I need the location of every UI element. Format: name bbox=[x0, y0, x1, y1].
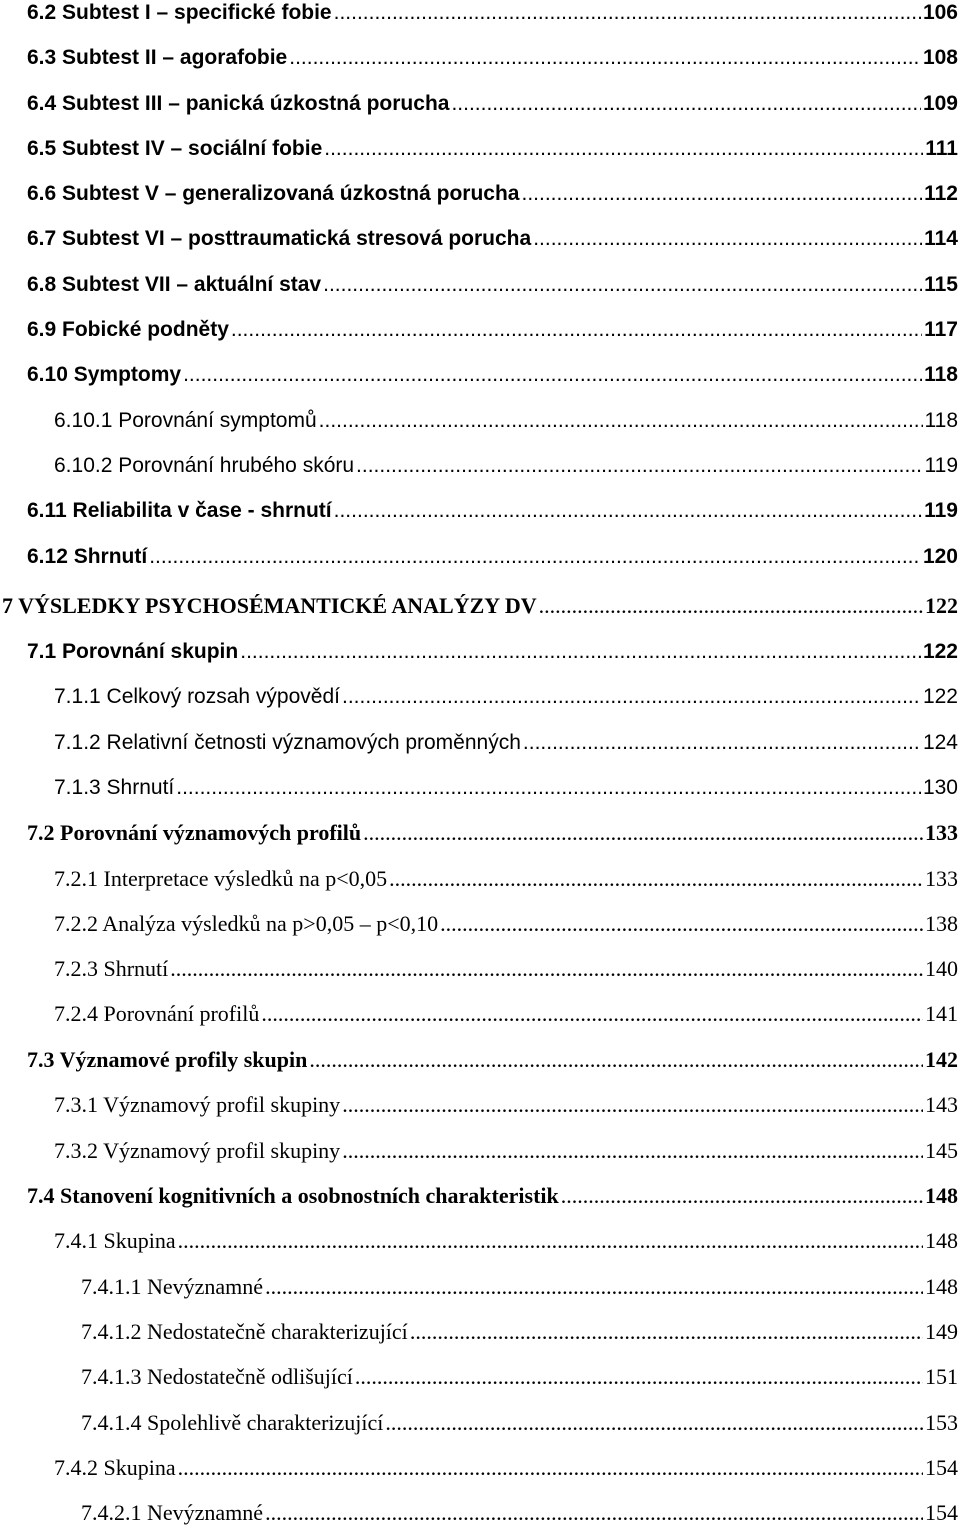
toc-leader bbox=[265, 1270, 923, 1304]
toc-entry bbox=[0, 358, 960, 392]
toc-entry bbox=[0, 997, 960, 1031]
toc-leader bbox=[240, 635, 921, 669]
toc-entry-page: 119 bbox=[924, 499, 958, 522]
toc-leader bbox=[170, 952, 923, 986]
toc-leader bbox=[309, 1043, 923, 1077]
toc-entry bbox=[0, 132, 960, 166]
toc-entry-page: 154 bbox=[925, 1500, 958, 1525]
toc-leader bbox=[523, 726, 921, 760]
toc-leader bbox=[355, 1360, 923, 1394]
toc-entry-title: 7.4.1.3 Nedostatečně odlišující bbox=[81, 1364, 353, 1389]
toc-entry-page: 114 bbox=[924, 227, 958, 250]
toc-entry-title: 7.4.2.1 Nevýznamné bbox=[81, 1500, 264, 1525]
toc-entry-page: 148 bbox=[925, 1183, 958, 1208]
toc-entry bbox=[0, 1270, 960, 1304]
toc-entry bbox=[0, 0, 960, 30]
toc-entry-title: 7.2 Porovnání významových profilů bbox=[27, 820, 362, 845]
toc-entry-page: 108 bbox=[922, 46, 958, 69]
toc-entry bbox=[0, 907, 960, 941]
toc-leader bbox=[183, 358, 922, 392]
toc-entry bbox=[0, 41, 960, 75]
toc-entry bbox=[0, 952, 960, 986]
toc-entry-title: 7.3.1 Významový profil skupiny bbox=[54, 1092, 341, 1117]
toc-entry bbox=[0, 680, 960, 714]
toc-entry bbox=[0, 313, 960, 347]
toc-entry bbox=[0, 1088, 960, 1122]
toc-entry bbox=[0, 1043, 960, 1077]
toc-entry bbox=[0, 1360, 960, 1394]
toc-entry-page: 117 bbox=[924, 318, 958, 341]
toc-leader bbox=[533, 222, 922, 256]
toc-entry-page: 133 bbox=[925, 820, 958, 845]
toc-entry-page: 118 bbox=[924, 363, 958, 386]
toc-entry-page: 149 bbox=[925, 1319, 958, 1344]
toc-leader bbox=[539, 589, 923, 623]
toc-entry-title: 7.3.2 Významový profil skupiny bbox=[54, 1138, 341, 1163]
toc-entry bbox=[0, 1406, 960, 1440]
toc-entry bbox=[0, 726, 960, 760]
toc-entry-title: 7.4.1.2 Nedostatečně charakterizující bbox=[81, 1319, 408, 1344]
toc-entry-page: 130 bbox=[922, 776, 958, 799]
toc-entry-title: 6.12 Shrnutí bbox=[27, 545, 148, 568]
toc-entry bbox=[0, 1179, 960, 1213]
toc-entry-title: 7.1 Porovnání skupin bbox=[27, 640, 239, 663]
toc-leader bbox=[319, 404, 923, 438]
toc-entry-page: 143 bbox=[925, 1092, 958, 1117]
toc-entry-page: 124 bbox=[922, 731, 958, 754]
toc-leader bbox=[178, 1451, 923, 1485]
toc-entry-title: 7.1.1 Celkový rozsah výpovědí bbox=[54, 685, 340, 708]
toc-entry bbox=[0, 1451, 960, 1485]
toc-entry bbox=[0, 540, 960, 574]
toc-entry-page: 148 bbox=[925, 1228, 958, 1253]
toc-entry-title: 7.4 Stanovení kognitivních a osobnostních charakteristik bbox=[27, 1183, 559, 1208]
toc-leader bbox=[334, 0, 921, 30]
toc-entry-title: 7.4.1.1 Nevýznamné bbox=[81, 1274, 264, 1299]
toc-leader bbox=[323, 268, 922, 302]
toc-entry-page: 145 bbox=[925, 1138, 958, 1163]
toc-entry-title: 7.4.2 Skupina bbox=[54, 1455, 176, 1480]
toc-leader bbox=[451, 87, 921, 121]
toc-leader bbox=[521, 177, 922, 211]
toc-entry-page: 112 bbox=[924, 182, 958, 205]
toc-leader bbox=[410, 1315, 923, 1349]
toc-leader bbox=[385, 1406, 923, 1440]
toc-entry-page: 142 bbox=[925, 1047, 958, 1072]
toc-leader bbox=[176, 771, 921, 805]
toc-entry-page: 122 bbox=[922, 640, 958, 663]
toc-entry-page: 109 bbox=[922, 92, 958, 115]
toc-entry-title: 7.1.3 Shrnutí bbox=[54, 776, 175, 799]
toc-entry-title: 6.6 Subtest V – generalizovaná úzkostná porucha bbox=[27, 182, 520, 205]
toc-leader bbox=[261, 997, 923, 1031]
toc-entry bbox=[0, 635, 960, 669]
toc-entry-title: 6.2 Subtest I – specifické fobie bbox=[27, 1, 332, 24]
toc-entry-title: 7.2.1 Interpretace výsledků na p<0,05 bbox=[54, 866, 388, 891]
toc-leader bbox=[334, 494, 922, 528]
toc-leader bbox=[289, 41, 921, 75]
toc-leader bbox=[389, 862, 923, 896]
toc-entry-title: 6.4 Subtest III – panická úzkostná porucha bbox=[27, 92, 450, 115]
toc-entry bbox=[0, 494, 960, 528]
toc-entry-title: 6.7 Subtest VI – posttraumatická stresová porucha bbox=[27, 227, 532, 250]
toc-leader bbox=[324, 132, 923, 166]
toc-entry bbox=[0, 1224, 960, 1258]
toc-entry-page: 118 bbox=[924, 409, 958, 432]
toc-entry-page: 120 bbox=[922, 545, 958, 568]
toc-entry-page: 122 bbox=[922, 685, 958, 708]
toc-entry bbox=[0, 771, 960, 805]
toc-entry-page: 122 bbox=[925, 593, 958, 618]
toc-entry-page: 106 bbox=[922, 1, 958, 24]
toc-leader bbox=[149, 540, 921, 574]
toc-entry-page: 151 bbox=[925, 1364, 958, 1389]
toc-entry-page: 115 bbox=[924, 273, 958, 296]
toc-entry bbox=[0, 87, 960, 121]
toc-entry bbox=[0, 1134, 960, 1168]
toc-entry-page: 138 bbox=[925, 911, 958, 936]
toc-leader bbox=[231, 313, 922, 347]
toc-entry-page: 141 bbox=[925, 1001, 958, 1026]
toc-entry-title: 6.8 Subtest VII – aktuální stav bbox=[27, 273, 322, 296]
toc-leader bbox=[363, 816, 923, 850]
toc-entry bbox=[0, 177, 960, 211]
toc-entry bbox=[0, 862, 960, 896]
toc-entry bbox=[0, 404, 960, 438]
toc-entry bbox=[0, 222, 960, 256]
toc-entry-page: 148 bbox=[925, 1274, 958, 1299]
toc-entry-title: 6.10 Symptomy bbox=[27, 363, 182, 386]
toc-entry-page: 119 bbox=[924, 454, 958, 477]
toc-entry-title: 6.11 Reliabilita v čase - shrnutí bbox=[27, 499, 332, 522]
toc-leader bbox=[356, 449, 922, 483]
toc-entry-page: 140 bbox=[925, 956, 958, 981]
toc-leader bbox=[440, 907, 923, 941]
toc-entry-page: 154 bbox=[925, 1455, 958, 1480]
toc-entry-title: 6.3 Subtest II – agorafobie bbox=[27, 46, 288, 69]
toc-leader bbox=[561, 1179, 923, 1213]
toc-entry-title: 7.4.1 Skupina bbox=[54, 1228, 176, 1253]
toc-entry-title: 7.1.2 Relativní četnosti významových proměnných bbox=[54, 731, 521, 754]
toc-entry bbox=[0, 268, 960, 302]
toc-entry-title: 6.10.2 Porovnání hrubého skóru bbox=[54, 454, 355, 477]
toc-entry bbox=[0, 816, 960, 850]
toc-entry-page: 133 bbox=[925, 866, 958, 891]
toc-entry bbox=[0, 589, 960, 623]
toc-leader bbox=[342, 1134, 923, 1168]
toc-entry bbox=[0, 449, 960, 483]
toc-entry-page: 111 bbox=[925, 137, 958, 160]
toc-leader bbox=[178, 1224, 923, 1258]
toc-entry-title: 7.3 Významové profily skupin bbox=[27, 1047, 308, 1072]
toc-entry-title: 7 VÝSLEDKY PSYCHOSÉMANTICKÉ ANALÝZY DV bbox=[2, 593, 537, 618]
toc-leader bbox=[342, 1088, 923, 1122]
toc-entry-title: 7.2.2 Analýza výsledků na p>0,05 – p<0,10 bbox=[54, 911, 439, 936]
toc-entry-title: 6.9 Fobické podněty bbox=[27, 318, 229, 341]
toc-entry bbox=[0, 1315, 960, 1349]
toc-leader bbox=[265, 1496, 923, 1530]
toc-entry bbox=[0, 1496, 960, 1530]
toc-entry-title: 6.10.1 Porovnání symptomů bbox=[54, 409, 317, 432]
toc-entry-title: 7.4.1.4 Spolehlivě charakterizující bbox=[81, 1410, 384, 1435]
toc-entry-page: 153 bbox=[925, 1410, 958, 1435]
toc-entry-title: 7.2.3 Shrnutí bbox=[54, 956, 169, 981]
toc-entry-title: 7.2.4 Porovnání profilů bbox=[54, 1001, 260, 1026]
toc-leader bbox=[342, 680, 921, 714]
toc-entry-title: 6.5 Subtest IV – sociální fobie bbox=[27, 137, 323, 160]
